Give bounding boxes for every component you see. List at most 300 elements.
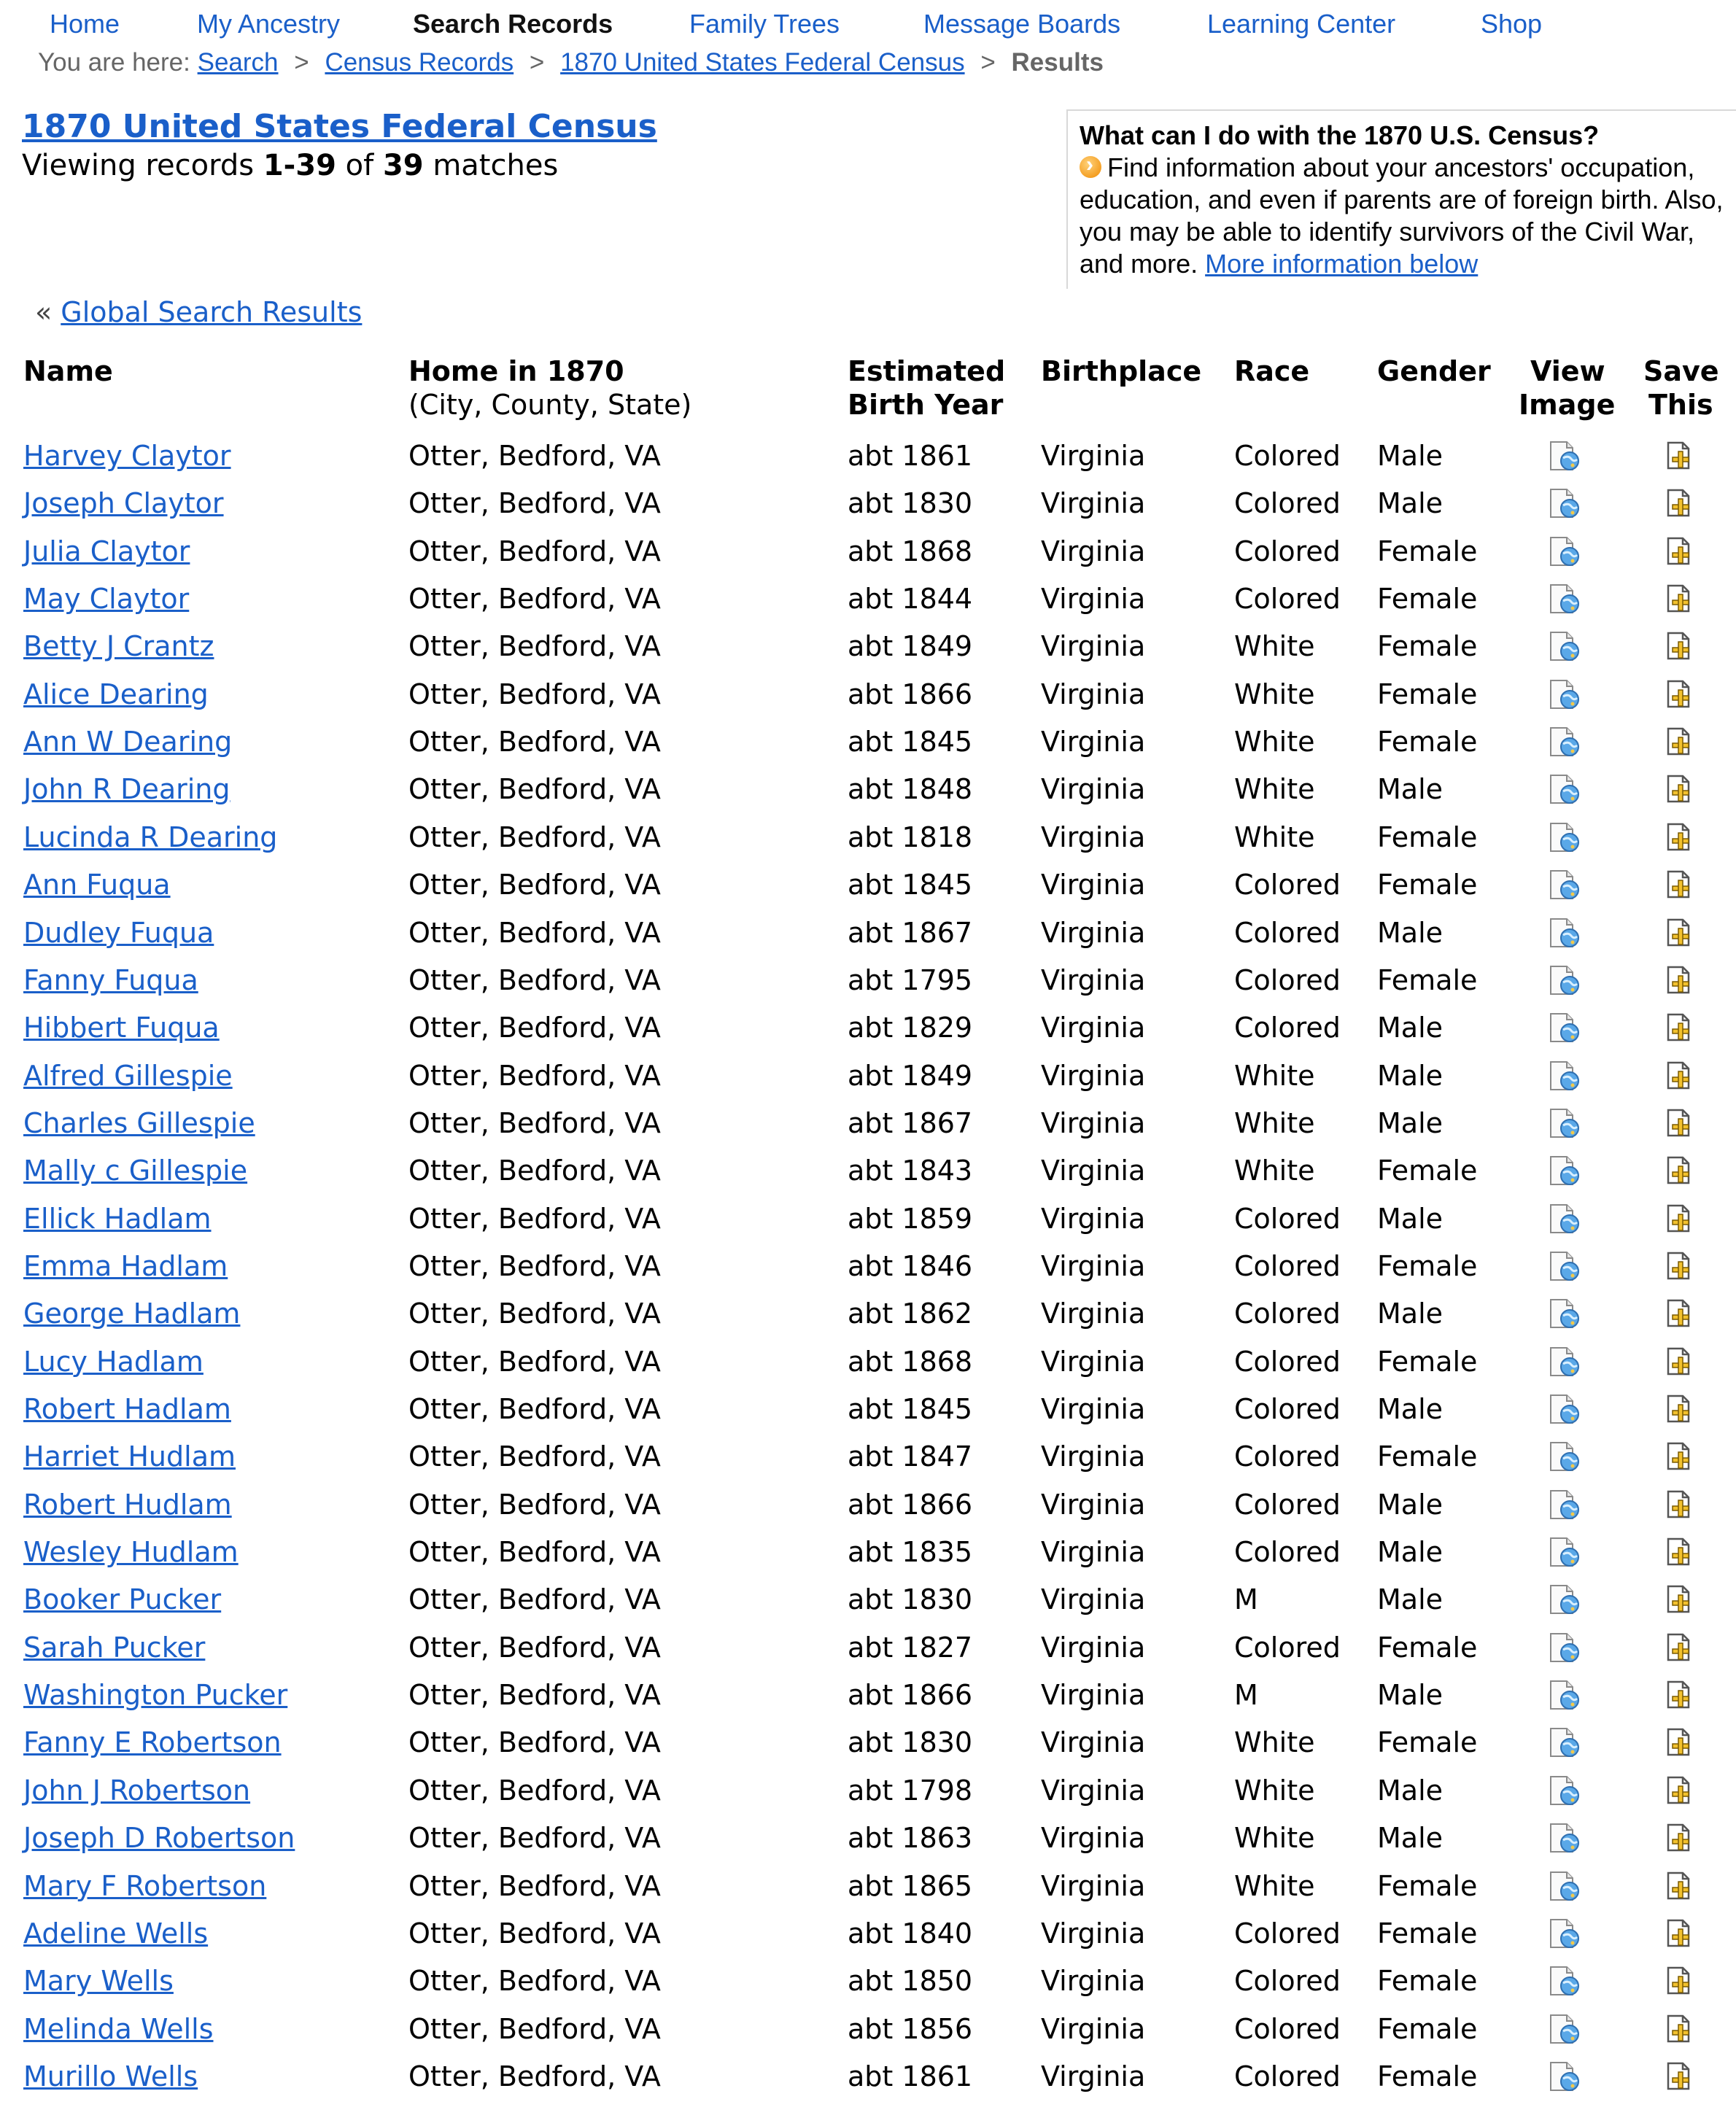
record-birthplace: Virginia	[1041, 1679, 1146, 1712]
header-save: Save	[1643, 355, 1719, 387]
view-image-icon[interactable]	[1546, 725, 1584, 759]
record-name-link[interactable]: Melinda Wells	[23, 2012, 214, 2045]
view-image-icon[interactable]	[1546, 582, 1584, 616]
record-birthplace: Virginia	[1041, 1012, 1146, 1044]
record-gender: Female	[1377, 726, 1478, 759]
record-name-link[interactable]: Alice Dearing	[23, 678, 209, 710]
record-home: Otter, Bedford, VA	[408, 1297, 661, 1330]
record-name-link[interactable]: Adeline Wells	[23, 1917, 209, 1950]
record-gender: Male	[1377, 1488, 1444, 1521]
table-row	[0, 1486, 1736, 1534]
record-birthplace: Virginia	[1041, 773, 1146, 806]
save-record-icon[interactable]	[1665, 631, 1694, 662]
record-birthplace: Virginia	[1041, 535, 1146, 567]
record-home: Otter, Bedford, VA	[408, 487, 661, 520]
record-name-link[interactable]: Booker Pucker	[23, 1583, 222, 1616]
nav-learning-center[interactable]: Learning Center	[1207, 9, 1396, 39]
save-record-icon[interactable]	[1665, 536, 1694, 567]
record-gender: Female	[1377, 963, 1478, 996]
record-race: Colored	[1234, 583, 1341, 615]
info-box-text: Find information about your ancestors' occupation, education, and even if parents are of foreign birth. Also, you may be able to identify survivors of the Civil War, and more.	[1080, 152, 1724, 279]
record-birth-year: abt 1844	[848, 583, 973, 615]
record-birthplace: Virginia	[1041, 583, 1146, 615]
save-record-icon[interactable]	[1665, 1203, 1694, 1234]
record-home: Otter, Bedford, VA	[408, 1106, 661, 1139]
breadcrumb-search-link[interactable]: Search	[197, 48, 279, 77]
record-gender: Female	[1377, 535, 1478, 567]
view-image-icon[interactable]	[1546, 1631, 1584, 1664]
record-gender: Male	[1377, 1106, 1444, 1139]
record-birth-year: abt 1840	[848, 1917, 973, 1950]
record-home: Otter, Bedford, VA	[408, 1965, 661, 1998]
record-gender: Female	[1377, 1965, 1478, 1998]
table-row	[0, 915, 1736, 962]
record-name-link[interactable]: Lucinda R Dearing	[23, 821, 278, 853]
record-gender: Female	[1377, 2060, 1478, 2092]
record-gender: Female	[1377, 1726, 1478, 1759]
record-birthplace: Virginia	[1041, 1536, 1146, 1569]
save-record-icon[interactable]	[1665, 965, 1694, 996]
record-home: Otter, Bedford, VA	[408, 1917, 661, 1950]
table-row	[0, 1295, 1736, 1343]
record-birth-year: abt 1846	[848, 1249, 973, 1282]
record-gender: Male	[1377, 1774, 1444, 1807]
record-birthplace: Virginia	[1041, 1774, 1146, 1807]
save-record-icon[interactable]	[1665, 1489, 1694, 1520]
view-image-icon[interactable]	[1546, 1821, 1584, 1855]
record-birthplace: Virginia	[1041, 2012, 1146, 2045]
record-home: Otter, Bedford, VA	[408, 963, 661, 996]
save-record-icon[interactable]	[1665, 774, 1694, 804]
record-home: Otter, Bedford, VA	[408, 1202, 661, 1235]
record-name-link[interactable]: Emma Hadlam	[23, 1249, 228, 1282]
record-birth-year: abt 1848	[848, 773, 973, 806]
table-row	[0, 628, 1736, 675]
save-record-icon[interactable]	[1665, 1298, 1694, 1329]
record-birth-year: abt 1845	[848, 1393, 973, 1425]
view-image-icon[interactable]	[1546, 1869, 1584, 1903]
save-record-icon[interactable]	[1665, 1108, 1694, 1138]
record-race: White	[1234, 1155, 1315, 1187]
record-birth-year: abt 1827	[848, 1631, 973, 1664]
record-birth-year: abt 1829	[848, 1012, 973, 1044]
record-birthplace: Virginia	[1041, 1345, 1146, 1378]
record-birthplace: Virginia	[1041, 678, 1146, 710]
record-birthplace: Virginia	[1041, 963, 1146, 996]
nav-home[interactable]: Home	[50, 9, 120, 39]
save-record-icon[interactable]	[1665, 1775, 1694, 1806]
breadcrumb-census-records-link[interactable]: Census Records	[325, 48, 514, 77]
table-row	[0, 1772, 1736, 1820]
save-record-icon[interactable]	[1665, 1584, 1694, 1615]
save-record-icon[interactable]	[1665, 2061, 1694, 2092]
save-record-icon[interactable]	[1665, 583, 1694, 614]
record-name-link[interactable]: Joseph Claytor	[23, 487, 224, 520]
record-gender: Female	[1377, 2012, 1478, 2045]
record-birth-year: abt 1847	[848, 1440, 973, 1473]
record-birth-year: abt 1867	[848, 916, 973, 949]
nav-my-ancestry[interactable]: My Ancestry	[197, 9, 341, 39]
view-image-icon[interactable]	[1546, 678, 1584, 711]
record-race: Colored	[1234, 2060, 1341, 2092]
record-birth-year: abt 1843	[848, 1155, 973, 1187]
back-arrow-icon: «	[35, 296, 53, 328]
record-race: Colored	[1234, 1631, 1341, 1664]
table-row	[0, 1724, 1736, 1772]
header-home: Home in 1870	[408, 355, 624, 387]
record-name-link[interactable]: Charles Gillespie	[23, 1106, 255, 1139]
record-home: Otter, Bedford, VA	[408, 1679, 661, 1712]
record-race: Colored	[1234, 1440, 1341, 1473]
record-name-link[interactable]: Mally c Gillespie	[23, 1155, 248, 1187]
record-race: White	[1234, 1726, 1315, 1759]
save-record-icon[interactable]	[1665, 1012, 1694, 1043]
record-gender: Female	[1377, 1631, 1478, 1664]
record-name-link[interactable]: Betty J Crantz	[23, 630, 214, 663]
table-row	[0, 1820, 1736, 1867]
record-gender: Female	[1377, 821, 1478, 853]
record-birth-year: abt 1798	[848, 1774, 973, 1807]
record-birth-year: abt 1868	[848, 535, 973, 567]
record-gender: Female	[1377, 1249, 1478, 1282]
record-race: White	[1234, 773, 1315, 806]
save-record-icon[interactable]	[1665, 822, 1694, 853]
breadcrumb-prefix: You are here:	[38, 48, 190, 77]
record-home: Otter, Bedford, VA	[408, 583, 661, 615]
record-birthplace: Virginia	[1041, 1583, 1146, 1616]
breadcrumb-separator: >	[294, 48, 309, 77]
record-race: Colored	[1234, 963, 1341, 996]
header-name: Name	[23, 355, 113, 387]
record-name-link[interactable]: John R Dearing	[23, 773, 230, 806]
record-gender: Female	[1377, 1155, 1478, 1187]
table-row	[0, 2011, 1736, 2058]
table-row	[0, 1200, 1736, 1248]
table-row	[0, 533, 1736, 581]
view-image-icon[interactable]	[1546, 1726, 1584, 1759]
view-image-icon[interactable]	[1546, 1297, 1584, 1330]
view-image-icon[interactable]	[1546, 1964, 1584, 1998]
view-image-icon[interactable]	[1546, 1774, 1584, 1807]
top-navigation	[0, 0, 1736, 45]
record-birthplace: Virginia	[1041, 1440, 1146, 1473]
breadcrumb-current: Results	[1011, 48, 1104, 77]
breadcrumb	[38, 48, 1104, 77]
nav-search-records[interactable]: Search Records	[413, 9, 613, 39]
record-gender: Male	[1377, 1012, 1444, 1044]
record-race: Colored	[1234, 1393, 1341, 1425]
record-birthplace: Virginia	[1041, 1393, 1146, 1425]
record-gender: Male	[1377, 773, 1444, 806]
view-image-icon[interactable]	[1546, 1917, 1584, 1950]
record-gender: Male	[1377, 1297, 1444, 1330]
table-row	[0, 1534, 1736, 1581]
record-race: Colored	[1234, 1345, 1341, 1378]
orange-arrow-icon	[1080, 156, 1101, 178]
header-estimated: Estimated	[848, 355, 1006, 387]
record-race: White	[1234, 678, 1315, 710]
record-home: Otter, Bedford, VA	[408, 2060, 661, 2092]
record-birth-year: abt 1868	[848, 1345, 973, 1378]
record-race: Colored	[1234, 1536, 1341, 1569]
view-image-icon[interactable]	[1546, 1249, 1584, 1283]
view-image-icon[interactable]	[1546, 2060, 1584, 2093]
header-view: View	[1530, 355, 1605, 387]
page-title-link[interactable]: 1870 United States Federal Census	[22, 108, 657, 145]
view-image-icon[interactable]	[1546, 1440, 1584, 1473]
table-row	[0, 581, 1736, 628]
record-name-link[interactable]: Harvey Claytor	[23, 440, 231, 472]
table-row	[0, 962, 1736, 1009]
record-home: Otter, Bedford, VA	[408, 440, 661, 472]
record-home: Otter, Bedford, VA	[408, 1822, 661, 1855]
record-name-link[interactable]: May Claytor	[23, 583, 190, 615]
record-birthplace: Virginia	[1041, 821, 1146, 853]
global-search-results-link[interactable]: Global Search Results	[61, 296, 363, 328]
save-record-icon[interactable]	[1665, 1918, 1694, 1949]
record-name-link[interactable]: Ann W Dearing	[23, 726, 233, 759]
record-birth-year: abt 1849	[848, 630, 973, 663]
table-row	[0, 771, 1736, 818]
record-home: Otter, Bedford, VA	[408, 630, 661, 663]
save-record-icon[interactable]	[1665, 1155, 1694, 1186]
record-birth-year: abt 1866	[848, 678, 973, 710]
record-gender: Male	[1377, 487, 1444, 520]
record-birth-year: abt 1859	[848, 1202, 973, 1235]
table-row	[0, 1438, 1736, 1486]
view-image-icon[interactable]	[1546, 1202, 1584, 1236]
save-record-icon[interactable]	[1665, 1060, 1694, 1091]
save-record-icon[interactable]	[1665, 1871, 1694, 1901]
record-race: Colored	[1234, 1488, 1341, 1521]
record-birth-year: abt 1830	[848, 1726, 973, 1759]
record-birthplace: Virginia	[1041, 440, 1146, 472]
view-image-icon[interactable]	[1546, 1678, 1584, 1712]
record-race: White	[1234, 630, 1315, 663]
record-name-link[interactable]: Ann Fuqua	[23, 869, 171, 901]
viewing-records-summary	[22, 149, 558, 182]
save-record-icon[interactable]	[1665, 1251, 1694, 1281]
record-home: Otter, Bedford, VA	[408, 726, 661, 759]
view-image-icon[interactable]	[1546, 1059, 1584, 1093]
record-birth-year: abt 1845	[848, 869, 973, 901]
view-image-icon[interactable]	[1546, 1583, 1584, 1616]
record-gender: Male	[1377, 1822, 1444, 1855]
record-name-link[interactable]: Hibbert Fuqua	[23, 1012, 220, 1044]
breadcrumb-1870-census-link[interactable]: 1870 United States Federal Census	[560, 48, 965, 77]
record-birthplace: Virginia	[1041, 1106, 1146, 1139]
view-image-icon[interactable]	[1546, 486, 1584, 520]
global-search-results	[35, 296, 362, 328]
info-box-body	[1080, 152, 1736, 280]
table-row	[0, 1391, 1736, 1438]
record-name-link[interactable]: Joseph D Robertson	[23, 1822, 295, 1855]
record-gender: Male	[1377, 1202, 1444, 1235]
table-row	[0, 2058, 1736, 2106]
save-record-icon[interactable]	[1665, 1680, 1694, 1710]
record-name-link[interactable]: Lucy Hadlam	[23, 1345, 204, 1378]
record-birth-year: abt 1856	[848, 2012, 973, 2045]
record-name-link[interactable]: George Hadlam	[23, 1297, 241, 1330]
record-name-link[interactable]: Dudley Fuqua	[23, 916, 214, 949]
record-name-link[interactable]: Robert Hadlam	[23, 1393, 231, 1425]
record-birthplace: Virginia	[1041, 1155, 1146, 1187]
view-image-icon[interactable]	[1546, 821, 1584, 854]
record-name-link[interactable]: Fanny Fuqua	[23, 963, 198, 996]
record-birthplace: Virginia	[1041, 916, 1146, 949]
record-home: Otter, Bedford, VA	[408, 1631, 661, 1664]
viewing-total: 39	[382, 149, 424, 182]
record-home: Otter, Bedford, VA	[408, 1536, 661, 1569]
viewing-prefix: Viewing records	[22, 149, 255, 182]
record-race: Colored	[1234, 1012, 1341, 1044]
record-birth-year: abt 1830	[848, 1583, 973, 1616]
record-birth-year: abt 1866	[848, 1488, 973, 1521]
view-image-icon[interactable]	[1546, 1106, 1584, 1140]
table-row	[0, 438, 1736, 485]
record-gender: Male	[1377, 440, 1444, 472]
table-row	[0, 1248, 1736, 1295]
table-row	[0, 1915, 1736, 1963]
record-name-link[interactable]: Julia Claytor	[23, 535, 190, 567]
record-gender: Female	[1377, 630, 1478, 663]
view-image-icon[interactable]	[1546, 439, 1584, 473]
record-name-link[interactable]: Mary F Robertson	[23, 1869, 267, 1902]
save-record-icon[interactable]	[1665, 2014, 1694, 2044]
viewing-suffix: matches	[433, 149, 559, 182]
record-home: Otter, Bedford, VA	[408, 1726, 661, 1759]
record-name-link[interactable]: Washington Pucker	[23, 1679, 288, 1712]
more-information-link[interactable]: More information below	[1205, 249, 1479, 279]
header-gender: Gender	[1377, 355, 1491, 387]
view-image-icon[interactable]	[1546, 629, 1584, 663]
view-image-icon[interactable]	[1546, 1535, 1584, 1569]
nav-message-boards[interactable]: Message Boards	[923, 9, 1121, 39]
record-birthplace: Virginia	[1041, 1965, 1146, 1998]
record-name-link[interactable]: Murillo Wells	[23, 2060, 198, 2092]
record-name-link[interactable]: Wesley Hudlam	[23, 1536, 239, 1569]
save-record-icon[interactable]	[1665, 726, 1694, 757]
table-row	[0, 724, 1736, 771]
viewing-range: 1-39	[263, 149, 336, 182]
record-race: Colored	[1234, 869, 1341, 901]
record-birthplace: Virginia	[1041, 630, 1146, 663]
view-image-icon[interactable]	[1546, 916, 1584, 950]
record-gender: Female	[1377, 869, 1478, 901]
record-home: Otter, Bedford, VA	[408, 916, 661, 949]
breadcrumb-separator: >	[980, 48, 996, 77]
table-row	[0, 1581, 1736, 1629]
header-birthplace: Birthplace	[1041, 355, 1202, 387]
record-birthplace: Virginia	[1041, 1917, 1146, 1950]
record-race: White	[1234, 821, 1315, 853]
record-gender: Female	[1377, 583, 1478, 615]
view-image-icon[interactable]	[1546, 535, 1584, 568]
table-row	[0, 1343, 1736, 1391]
record-race: Colored	[1234, 1249, 1341, 1282]
record-name-link[interactable]: Fanny E Robertson	[23, 1726, 282, 1759]
save-record-icon[interactable]	[1665, 441, 1694, 471]
table-row	[0, 1677, 1736, 1724]
save-record-icon[interactable]	[1665, 1966, 1694, 1996]
record-race: White	[1234, 726, 1315, 759]
nav-shop[interactable]: Shop	[1481, 9, 1543, 39]
record-birth-year: abt 1861	[848, 440, 973, 472]
record-name-link[interactable]: Harriet Hudlam	[23, 1440, 236, 1473]
record-birthplace: Virginia	[1041, 487, 1146, 520]
view-image-icon[interactable]	[1546, 2012, 1584, 2046]
view-image-icon[interactable]	[1546, 1154, 1584, 1187]
record-name-link[interactable]: Robert Hudlam	[23, 1488, 232, 1521]
save-record-icon[interactable]	[1665, 1727, 1694, 1758]
record-gender: Male	[1377, 1583, 1444, 1616]
record-birthplace: Virginia	[1041, 1488, 1146, 1521]
record-race: White	[1234, 1059, 1315, 1092]
save-record-icon[interactable]	[1665, 1394, 1694, 1424]
record-birth-year: abt 1863	[848, 1822, 973, 1855]
nav-family-trees[interactable]: Family Trees	[689, 9, 840, 39]
record-home: Otter, Bedford, VA	[408, 1488, 661, 1521]
save-record-icon[interactable]	[1665, 869, 1694, 900]
record-birth-year: abt 1865	[848, 1869, 973, 1902]
record-home: Otter, Bedford, VA	[408, 678, 661, 710]
save-record-icon[interactable]	[1665, 1441, 1694, 1472]
record-name-link[interactable]: Ellick Hadlam	[23, 1202, 212, 1235]
record-home: Otter, Bedford, VA	[408, 1012, 661, 1044]
view-image-icon[interactable]	[1546, 1392, 1584, 1426]
record-birth-year: abt 1861	[848, 2060, 973, 2092]
breadcrumb-separator: >	[529, 48, 545, 77]
view-image-icon[interactable]	[1546, 772, 1584, 806]
record-race: White	[1234, 1822, 1315, 1855]
save-record-icon[interactable]	[1665, 679, 1694, 710]
record-home: Otter, Bedford, VA	[408, 869, 661, 901]
record-birth-year: abt 1866	[848, 1679, 973, 1712]
record-home: Otter, Bedford, VA	[408, 2012, 661, 2045]
record-birth-year: abt 1849	[848, 1059, 973, 1092]
view-image-icon[interactable]	[1546, 963, 1584, 997]
record-race: Colored	[1234, 440, 1341, 472]
view-image-icon[interactable]	[1546, 1345, 1584, 1378]
view-image-icon[interactable]	[1546, 1488, 1584, 1521]
record-race: Colored	[1234, 1297, 1341, 1330]
record-home: Otter, Bedford, VA	[408, 1059, 661, 1092]
record-name-link[interactable]: Sarah Pucker	[23, 1631, 206, 1664]
record-gender: Female	[1377, 1917, 1478, 1950]
record-name-link[interactable]: John J Robertson	[23, 1774, 251, 1807]
record-gender: Female	[1377, 1869, 1478, 1902]
table-row	[0, 1963, 1736, 2010]
save-record-icon[interactable]	[1665, 1346, 1694, 1377]
view-image-icon[interactable]	[1546, 1011, 1584, 1044]
save-record-icon[interactable]	[1665, 488, 1694, 519]
save-record-icon[interactable]	[1665, 1537, 1694, 1567]
view-image-icon[interactable]	[1546, 868, 1584, 901]
record-name-link[interactable]: Alfred Gillespie	[23, 1059, 233, 1092]
record-race: Colored	[1234, 916, 1341, 949]
record-home: Otter, Bedford, VA	[408, 1393, 661, 1425]
header-birth-year: Birth Year	[848, 389, 1004, 421]
save-record-icon[interactable]	[1665, 1823, 1694, 1853]
record-name-link[interactable]: Mary Wells	[23, 1965, 174, 1998]
record-birthplace: Virginia	[1041, 1869, 1146, 1902]
record-birth-year: abt 1835	[848, 1536, 973, 1569]
record-gender: Female	[1377, 1345, 1478, 1378]
save-record-icon[interactable]	[1665, 1632, 1694, 1663]
save-record-icon[interactable]	[1665, 918, 1694, 948]
record-gender: Male	[1377, 1679, 1444, 1712]
record-birthplace: Virginia	[1041, 726, 1146, 759]
